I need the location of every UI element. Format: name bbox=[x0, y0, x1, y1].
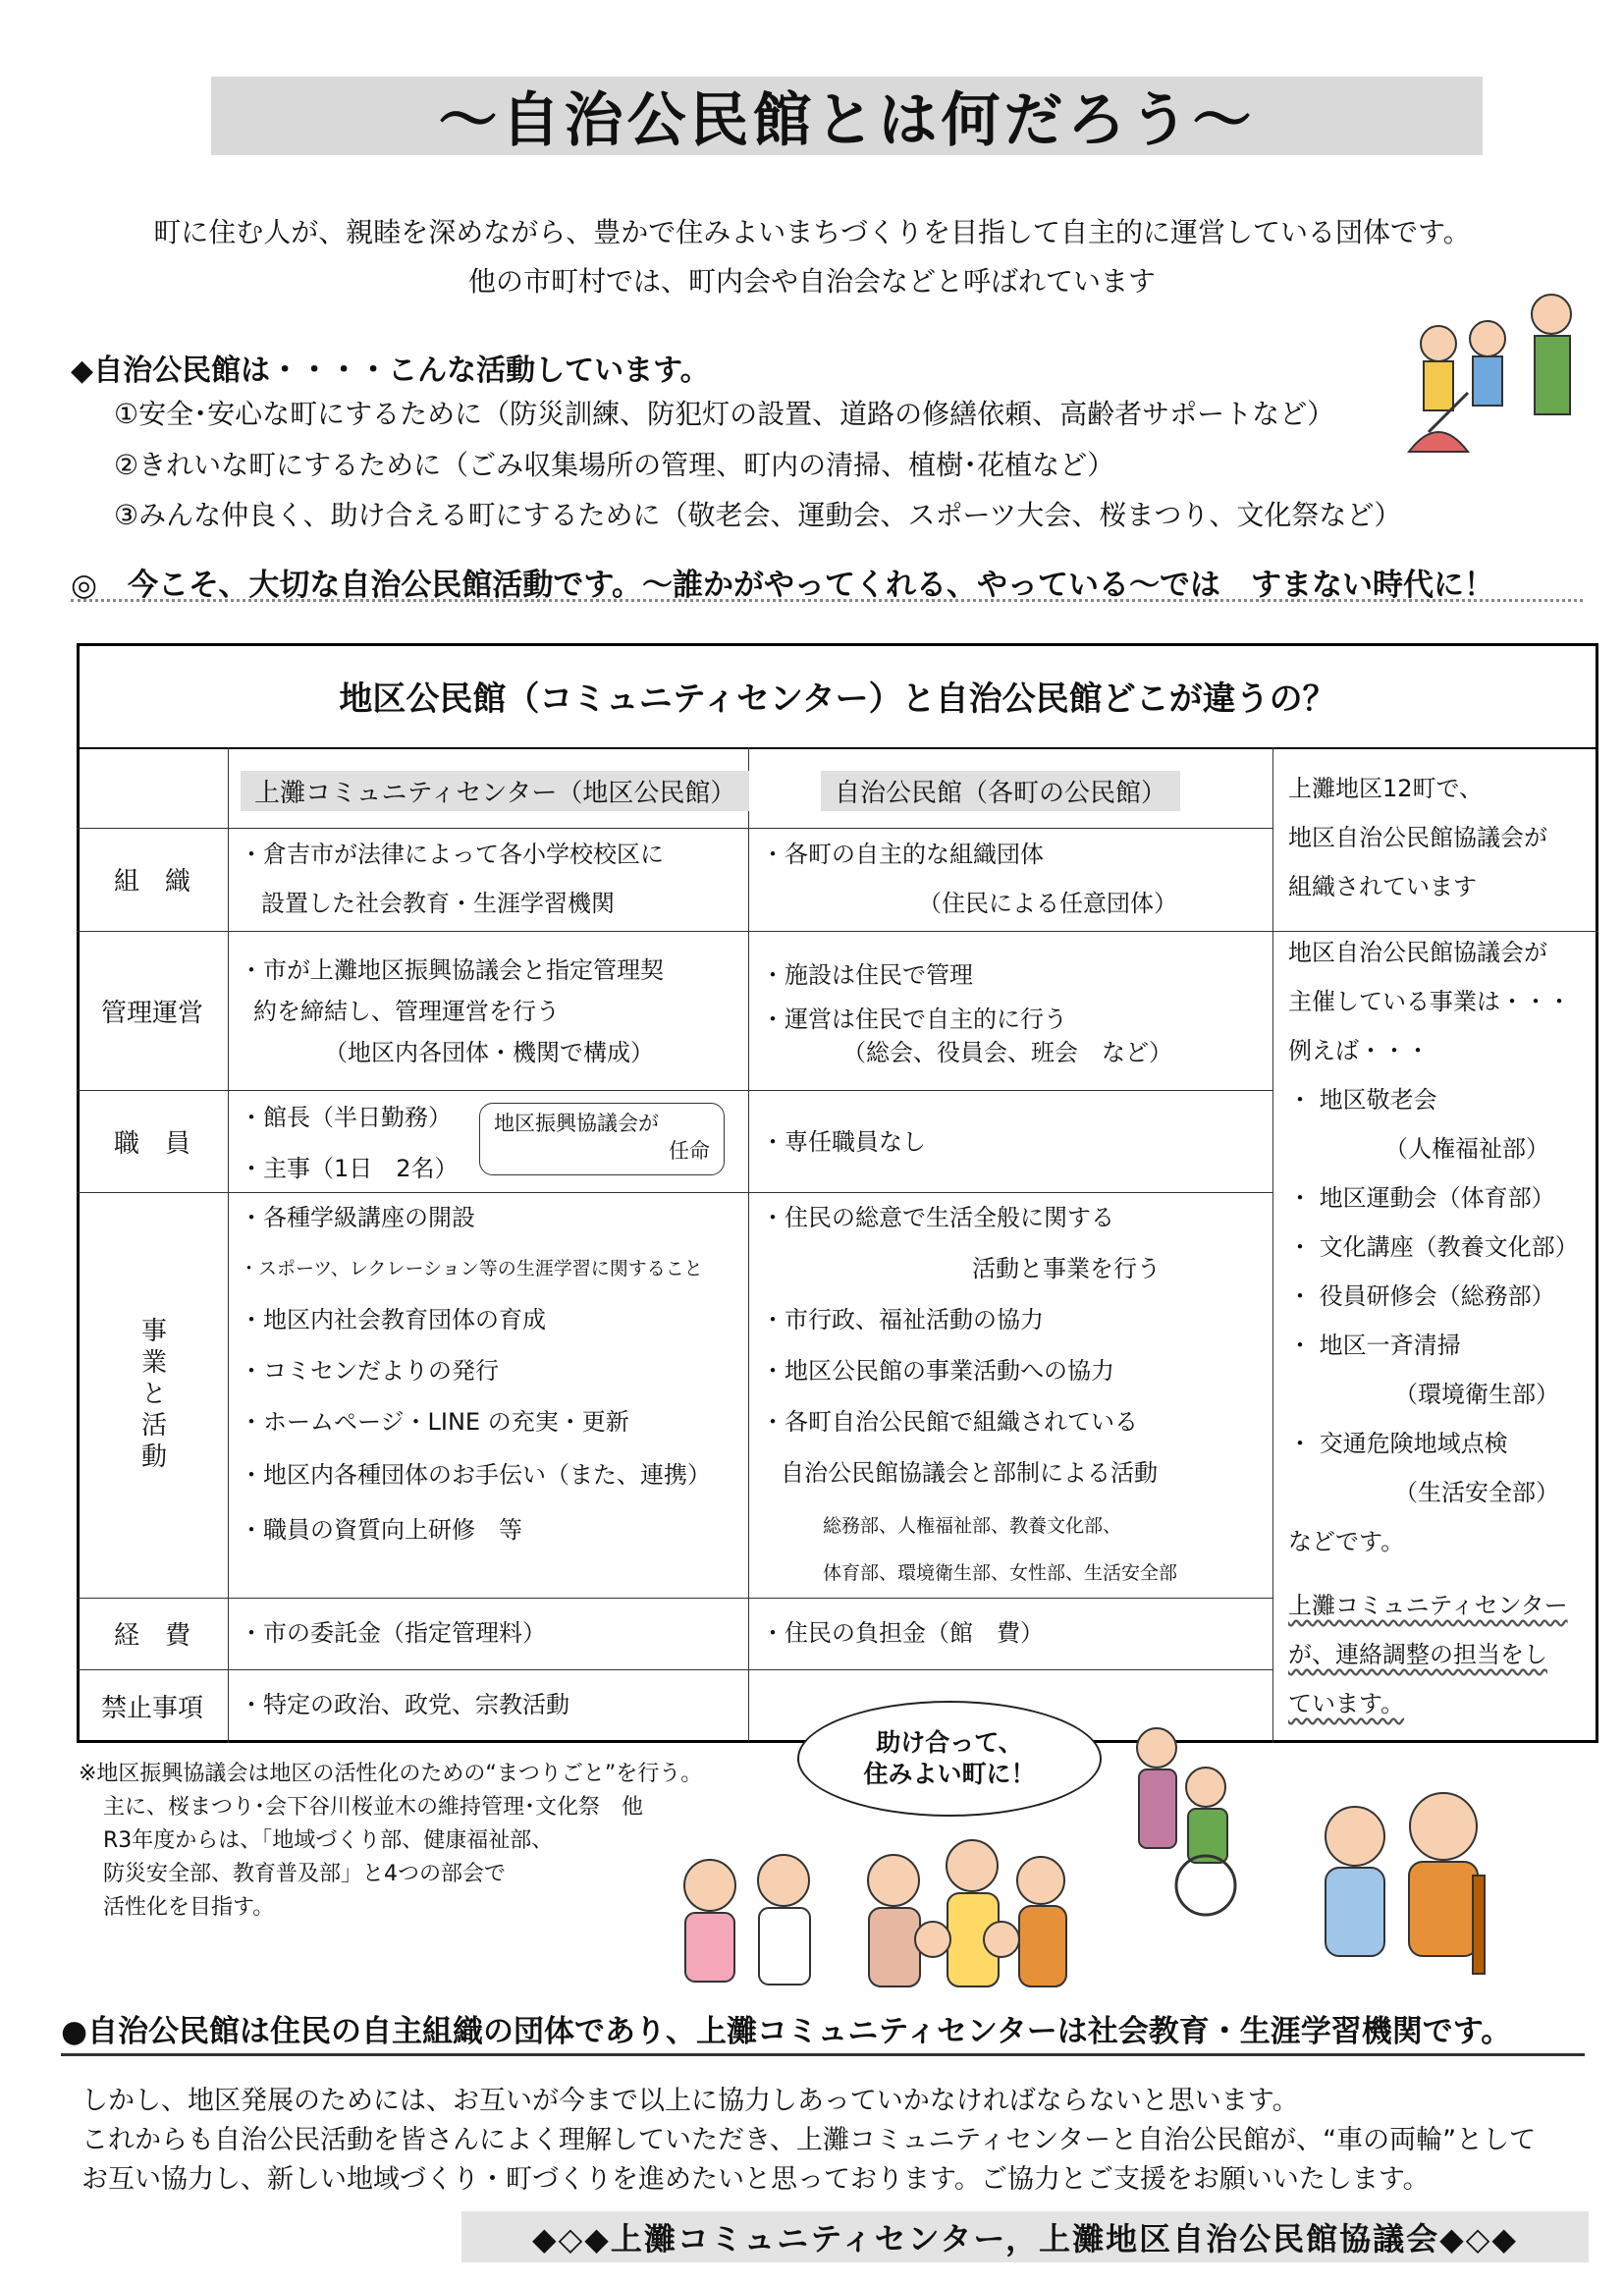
side-text-6: 例えば・・・ bbox=[1288, 1037, 1430, 1064]
closing-line-2: これからも自治公民活動を皆さんによく理解していただき、上灘コミュニティセンターと自治公民館が、“車の両輪”として bbox=[81, 2125, 1537, 2155]
cell-activities-community-5: ・ホームページ・LINE の充実・更新 bbox=[240, 1408, 629, 1436]
row-header-staff: 職 員 bbox=[113, 1128, 190, 1159]
cell-staff-jichi-1: ・専任職員なし bbox=[761, 1128, 926, 1156]
cell-activities-jichi-1: ・住民の総意で生活全般に関する bbox=[761, 1204, 1114, 1231]
side-text-4: 地区自治公民館協議会が bbox=[1288, 939, 1547, 966]
note-line-3: R3年度からは、「地域づくり部、健康福祉部、 bbox=[103, 1828, 554, 1853]
side-text-16: などです。 bbox=[1288, 1528, 1405, 1555]
row-header-prohibited: 禁止事項 bbox=[100, 1694, 203, 1723]
cell-activities-community-3: ・地区内社会教育団体の育成 bbox=[240, 1306, 546, 1333]
row-header-management: 管理運営 bbox=[100, 998, 203, 1028]
footer-organization: ◆◇◆上灘コミュニティセンター，上灘地区自治公民館協議会◆◇◆ bbox=[461, 2211, 1589, 2262]
activity-item-3: ③みんな仲良く、助け合える町にするために（敬老会、運動会、スポーツ大会、桜まつり、文化祭など） bbox=[114, 499, 1402, 531]
elderly-care-illustration bbox=[1296, 1768, 1512, 1979]
note-line-2: 主に、桜まつり･会下谷川桜並木の維持管理･文化祭 他 bbox=[103, 1795, 644, 1820]
side-text-19: ています。 bbox=[1288, 1690, 1405, 1717]
wheelchair-illustration bbox=[1098, 1718, 1265, 1925]
cell-management-jichi-3: （総会、役員会、班会 など） bbox=[842, 1039, 1172, 1066]
cell-management-jichi-2: ・運営は住民で自主的に行う bbox=[761, 1006, 1067, 1033]
side-text-11: ・ 役員研修会（総務部） bbox=[1288, 1282, 1555, 1310]
side-text-17: 上灘コミュニティセンター bbox=[1288, 1592, 1568, 1619]
activities-heading: ◆自治公民館は・・・・こんな活動しています。 bbox=[71, 354, 710, 388]
appointment-note-line-1: 地区振興協議会が bbox=[494, 1112, 659, 1135]
side-text-15: （生活安全部） bbox=[1394, 1479, 1559, 1506]
appointment-note-box bbox=[479, 1103, 725, 1175]
cell-activities-community-7: ・職員の資質向上研修 等 bbox=[240, 1516, 522, 1544]
side-text-8: （人権福祉部） bbox=[1384, 1135, 1549, 1163]
side-text-12: ・ 地区一斉清掃 bbox=[1288, 1332, 1461, 1359]
cell-activities-jichi-5: ・各町自治公民館で組織されている bbox=[761, 1408, 1138, 1436]
bubble-line-2: 住みよい町に！ bbox=[863, 1760, 1036, 1788]
cell-activities-community-6: ・地区内各種団体のお手伝い（また、連携） bbox=[240, 1461, 711, 1489]
table-title: 地区公民館（コミュニティセンター）と自治公民館どこが違うの？ bbox=[339, 679, 1336, 719]
cell-management-community-2: 約を締結し、管理運営を行う bbox=[253, 998, 560, 1025]
cell-activities-community-1: ・各種学級講座の開設 bbox=[240, 1204, 475, 1231]
intro-line-2: 他の市町村では、町内会や自治会などと呼ばれています bbox=[467, 265, 1156, 298]
side-text-3: 組織されています bbox=[1288, 873, 1477, 900]
side-text-5: 主催している事業は・・・ bbox=[1288, 988, 1571, 1015]
bubble-line-1: 助け合って、 bbox=[876, 1728, 1023, 1757]
cell-activities-jichi-8: 体育部、環境衛生部、女性部、生活安全部 bbox=[823, 1562, 1178, 1584]
title-banner bbox=[211, 77, 1483, 155]
note-line-4: 防災安全部、教育普及部」と4つの部会で bbox=[103, 1862, 506, 1886]
couple-illustration bbox=[656, 1846, 842, 1993]
row-header-organization: 組 織 bbox=[113, 867, 190, 897]
cell-management-jichi-1: ・施設は住民で管理 bbox=[761, 961, 973, 989]
cell-activities-jichi-3: ・市行政、福祉活動の協力 bbox=[761, 1306, 1044, 1333]
cell-organization-jichi-1: ・各町の自主的な組織団体 bbox=[761, 841, 1044, 868]
cell-expenses-community: ・市の委託金（指定管理料） bbox=[240, 1619, 546, 1647]
appointment-note-line-2: 任命 bbox=[669, 1139, 710, 1163]
row-header-expenses: 経 費 bbox=[113, 1621, 190, 1651]
note-line-5: 活性化を目指す。 bbox=[103, 1895, 275, 1920]
emphasis-line: ◎ 今こそ、大切な自治公民館活動です。～誰かがやってくれる、やっている～では すまない時代に！ bbox=[71, 560, 1583, 602]
closing-line-3: お互い協力し、新しい地域づくり・町づくりを進めたいと思っております。ご協力とご支援をお願いいたします。 bbox=[81, 2164, 1430, 2195]
cell-organization-community-2: 設置した社会教育・生涯学習機関 bbox=[261, 890, 615, 917]
cell-activities-community-4: ・コミセンだよりの発行 bbox=[240, 1357, 499, 1385]
cell-organization-jichi-2: （住民による任意団体） bbox=[918, 890, 1177, 917]
side-text-14: ・ 交通危険地域点検 bbox=[1288, 1430, 1508, 1457]
activity-item-1: ①安全･安心な町にするために（防災訓練、防犯灯の設置、道路の修繕依頼、高齢者サポートなど） bbox=[114, 398, 1335, 430]
family-illustration bbox=[854, 1822, 1080, 1993]
disaster-drill-illustration bbox=[1380, 285, 1596, 481]
note-line-1: ※地区振興協議会は地区の活性化のための“まつりごと”を行う。 bbox=[79, 1762, 703, 1786]
cell-organization-community-1: ・倉吉市が法律によって各小学校校区に bbox=[240, 841, 664, 868]
summary-statement: ●自治公民館は住民の自主組織の団体であり、上灘コミュニティセンターは社会教育・生涯学習機関です。 bbox=[61, 2006, 1585, 2056]
side-text-9: ・ 地区運動会（体育部） bbox=[1288, 1184, 1555, 1212]
cell-activities-jichi-2: 活動と事業を行う bbox=[972, 1255, 1161, 1282]
cell-activities-jichi-7: 総務部、人権福祉部、教養文化部、 bbox=[823, 1515, 1122, 1537]
cell-staff-community-1: ・館長（半日勤務） bbox=[240, 1104, 452, 1131]
cell-activities-jichi-6: 自治公民館協議会と部制による活動 bbox=[781, 1459, 1158, 1487]
page-title: ～自治公民館とは何だろう～ bbox=[438, 86, 1256, 155]
speech-bubble bbox=[797, 1701, 1102, 1817]
cell-activities-jichi-4: ・地区公民館の事業活動への協力 bbox=[761, 1357, 1114, 1385]
cell-prohibited-community: ・特定の政治、政党、宗教活動 bbox=[240, 1691, 569, 1718]
cell-management-community-1: ・市が上灘地区振興協議会と指定管理契 bbox=[240, 956, 664, 984]
side-text-7: ・ 地区敬老会 bbox=[1288, 1086, 1437, 1114]
side-text-1: 上灘地区12町で、 bbox=[1288, 775, 1484, 802]
row-header-activities: 事業と活動 bbox=[136, 1316, 167, 1474]
side-text-18: が、連絡調整の担当をし bbox=[1288, 1641, 1547, 1668]
side-text-2: 地区自治公民館協議会が bbox=[1288, 824, 1547, 851]
cell-activities-community-2: ・スポーツ、レクレーション等の生涯学習に関すること bbox=[240, 1258, 703, 1279]
cell-staff-community-2: ・主事（1日 2名） bbox=[240, 1155, 459, 1182]
closing-line-1: しかし、地区発展のためには、お互いが今まで以上に協力しあっていかなければならないと思います。 bbox=[81, 2086, 1299, 2116]
side-text-10: ・ 文化講座（教養文化部） bbox=[1288, 1233, 1579, 1261]
cell-management-community-3: （地区内各団体・機関で構成） bbox=[324, 1039, 654, 1066]
column-header-community-center: 上灘コミュニティセンター（地区公民館） bbox=[241, 771, 749, 811]
intro-line-1: 町に住む人が、親睦を深めながら、豊かで住みよいまちづくりを目指して自主的に運営している団体です。 bbox=[153, 216, 1471, 248]
cell-expenses-jichi: ・住民の負担金（館 費） bbox=[761, 1619, 1044, 1647]
activity-item-2: ②きれいな町にするために（ごみ収集場所の管理、町内の清掃、植樹･花植など） bbox=[114, 449, 1115, 481]
side-text-13: （環境衛生部） bbox=[1394, 1381, 1559, 1408]
column-header-jichi-kominkan: 自治公民館（各町の公民館） bbox=[821, 771, 1180, 811]
